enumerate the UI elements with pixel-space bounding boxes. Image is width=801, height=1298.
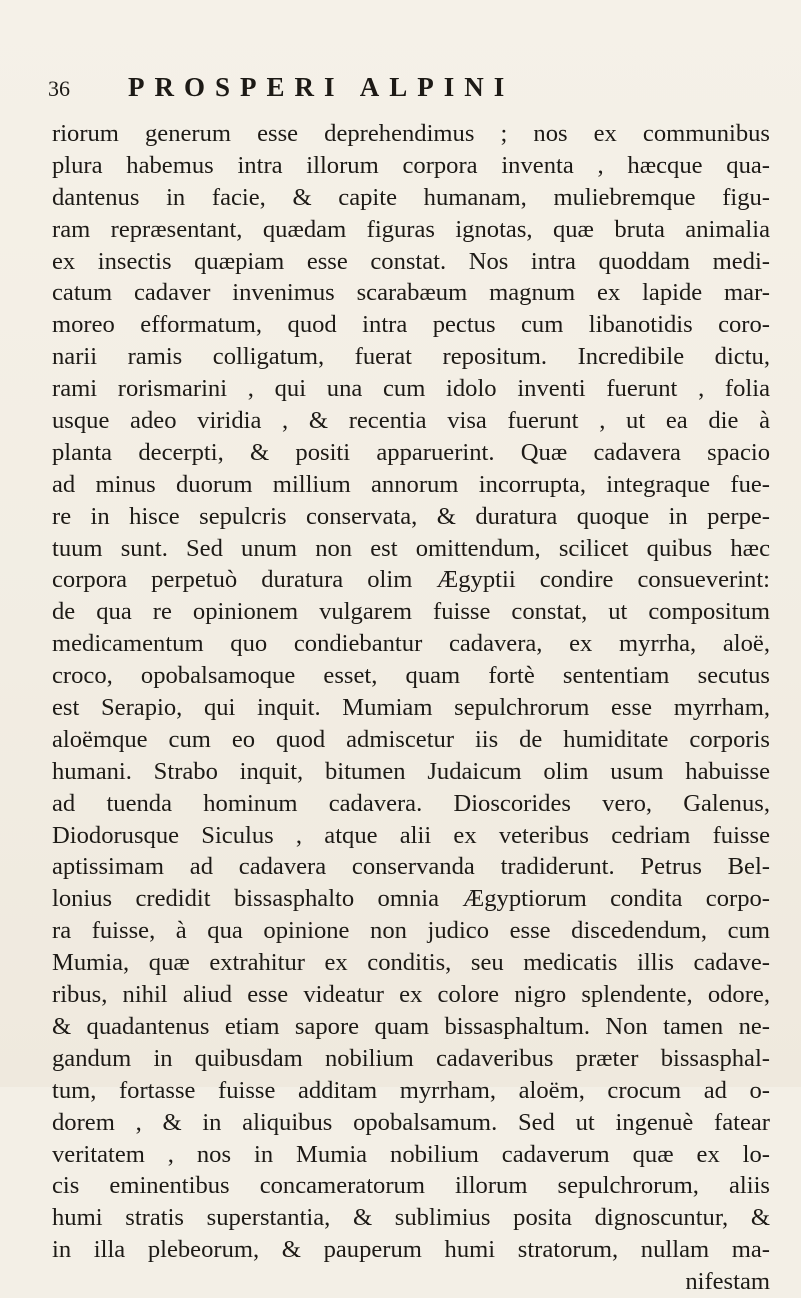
text-line: dantenus in facie, & capite humanam, muliebremque figu- bbox=[52, 183, 770, 211]
body-text bbox=[52, 118, 770, 1298]
text-line: ex insectis quæpiam esse constat. Nos intra quoddam medi- bbox=[52, 247, 770, 275]
text-line: planta decerpti, & positi apparuerint. Quæ cadavera spacio bbox=[52, 438, 770, 466]
text-line: medicamentum quo condiebantur cadavera, ex myrrha, aloë, bbox=[52, 630, 770, 658]
text-line: ad tuenda hominum cadavera. Dioscorides vero, Galenus, bbox=[52, 789, 770, 817]
text-line: humani. Strabo inquit, bitumen Judaicum olim usum habuisse bbox=[52, 757, 770, 785]
text-line: cis eminentibus concameratorum illorum sepulchrorum, aliis bbox=[52, 1172, 770, 1200]
running-head: PROSPERI ALPINI bbox=[128, 72, 515, 102]
text-line: aptissimam ad cadavera conservanda tradiderunt. Petrus Bel- bbox=[52, 853, 770, 881]
text-line: veritatem , nos in Mumia nobilium cadaverum quæ ex lo- bbox=[52, 1140, 770, 1168]
text-line: humi stratis superstantia, & sublimius posita dignoscuntur, & bbox=[52, 1204, 770, 1232]
text-line: rami rorismarini , qui una cum idolo inventi fuerunt , folia bbox=[52, 375, 770, 403]
text-line: usque adeo viridia , & recentia visa fuerunt , ut ea die à bbox=[52, 407, 770, 435]
text-line: dorem , & in aliquibus opobalsamum. Sed ut ingenuè fatear bbox=[52, 1108, 770, 1136]
text-line: lonius credidit bissasphalto omnia Ægyptiorum condita corpo- bbox=[52, 885, 770, 913]
page-header bbox=[48, 72, 761, 108]
text-line: corpora perpetuò duratura olim Ægyptii condire consueverint: bbox=[52, 566, 770, 594]
text-line: tuum sunt. Sed unum non est omittendum, scilicet quibus hæc bbox=[52, 534, 770, 562]
page-number: 36 bbox=[48, 76, 70, 101]
text-line: gandum in quibusdam nobilium cadaveribus præter bissasphal- bbox=[52, 1044, 770, 1072]
text-line: est Serapio, qui inquit. Mumiam sepulchrorum esse myrrham, bbox=[52, 694, 770, 722]
text-line: ad minus duorum millium annorum incorrupta, integraque fue- bbox=[52, 470, 770, 498]
text-line: ra fuisse, à qua opinione non judico esse discedendum, cum bbox=[52, 917, 770, 945]
text-line: nifestam bbox=[685, 1268, 770, 1296]
text-line: aloëmque cum eo quod admiscetur iis de humiditate corporis bbox=[52, 725, 770, 753]
text-line: croco, opobalsamoque esset, quam fortè sententiam secutus bbox=[52, 662, 770, 690]
text-line: narii ramis colligatum, fuerat repositum. Incredibile dictu, bbox=[52, 343, 770, 371]
text-line: moreo efformatum, quod intra pectus cum libanotidis coro- bbox=[52, 311, 770, 339]
text-line: plura habemus intra illorum corpora inventa , hæcque qua- bbox=[52, 151, 770, 179]
text-line: & quadantenus etiam sapore quam bissasphaltum. Non tamen ne- bbox=[52, 1012, 770, 1040]
text-line: in illa plebeorum, & pauperum humi stratorum, nullam ma- bbox=[52, 1236, 770, 1264]
text-line: re in hisce sepulcris conservata, & duratura quoque in perpe- bbox=[52, 502, 770, 530]
text-line: ribus, nihil aliud esse videatur ex colore nigro splendente, odore, bbox=[52, 981, 770, 1009]
text-line: Mumia, quæ extrahitur ex conditis, seu medicatis illis cadave- bbox=[52, 949, 770, 977]
text-line: Diodorusque Siculus , atque alii ex veteribus cedriam fuisse bbox=[52, 821, 770, 849]
text-line: riorum generum esse deprehendimus ; nos ex communibus bbox=[52, 120, 770, 147]
text-line: de qua re opinionem vulgarem fuisse constat, ut compositum bbox=[52, 598, 770, 626]
text-line: tum, fortasse fuisse additam myrrham, aloëm, crocum ad o- bbox=[52, 1076, 770, 1104]
text-line: ram repræsentant, quædam figuras ignotas, quæ bruta animalia bbox=[52, 215, 770, 243]
text-line: catum cadaver invenimus scarabæum magnum ex lapide mar- bbox=[52, 279, 770, 307]
